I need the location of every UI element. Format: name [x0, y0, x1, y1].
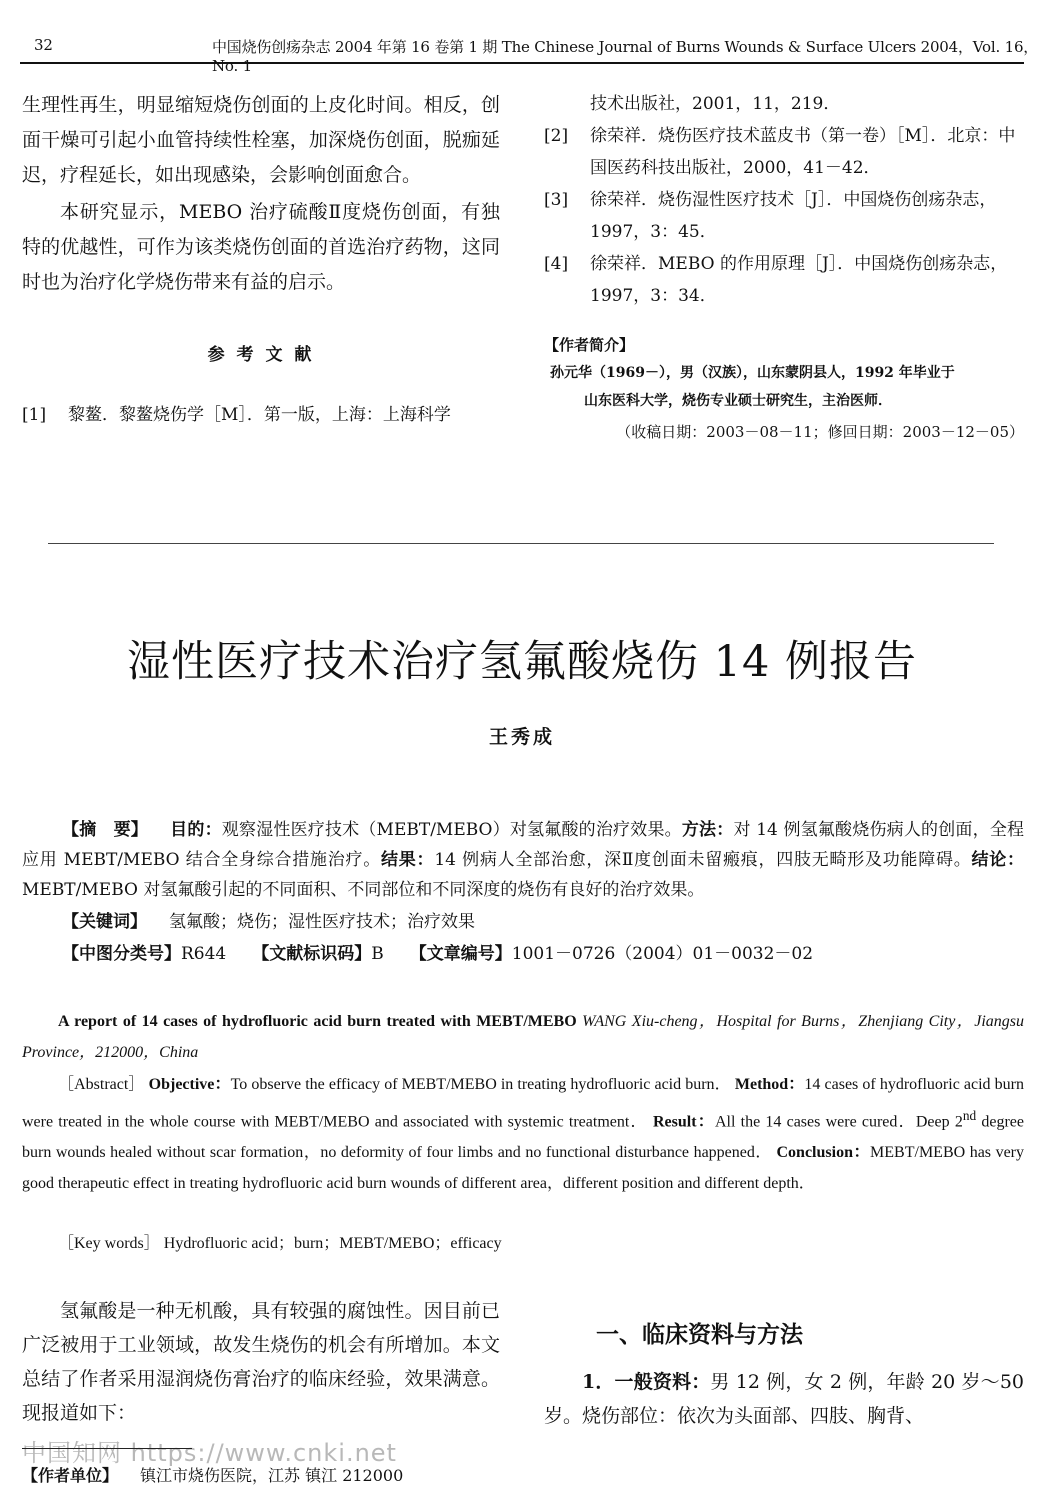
reference-number: [3]: [544, 190, 569, 210]
references-heading: 参 考 文 献: [207, 345, 315, 365]
reference-number: [4]: [544, 254, 569, 274]
conclusion-label: 结论：: [971, 850, 1025, 870]
abstract-cn: [22, 815, 1024, 905]
header-rule: [20, 62, 1024, 64]
author-bio-line-2: 山东医科大学，烧伤专业硕士研究生，主治医师．: [584, 393, 892, 409]
reference-1-continued: [544, 88, 1024, 120]
intro-column: [22, 1294, 500, 1430]
section-heading: 一、临床资料与方法: [596, 1321, 803, 1348]
general-data-label: 1．一般资料：: [582, 1371, 711, 1393]
journal-running-header: 中国烧伤创疡杂志 2004 年第 16 卷第 1 期 The Chinese Journal of Burns Wounds & Surface Ulcers 2004，Vol. 16，No. 1: [212, 38, 1039, 75]
reference-text: 技术出版社，2001，11，219．: [590, 94, 841, 114]
english-abstract: [22, 1069, 1024, 1199]
conclusion-text-en: MEBT/MEBO has very good therapeutic effect in treating hydrofluoric acid burn wounds of different area，different position and different depth．: [22, 1144, 1024, 1193]
section-1-column: [544, 1316, 1024, 1433]
prev-paragraph-1: 生理性再生，明显缩短烧伤创面的上皮化时间。相反，创面干燥可引起小血管持续性栓塞，加深烧伤创面，脱痂延迟，疗程延长，如出现感染，会影响创面愈合。: [22, 94, 500, 186]
article-id-label: 【文章编号】: [409, 944, 512, 964]
general-data-text: 男 12 例，女 2 例，年龄 20 岁～50 岁。烧伤部位：依次为头面部、四肢、胸背、: [544, 1371, 1024, 1427]
reference-text: 徐荣祥．MEBO 的作用原理［J］．中国烧伤创疡杂志，1997，3：34．: [590, 254, 1008, 306]
english-title-block: [22, 1006, 1024, 1068]
author-affiliation: [22, 1463, 403, 1486]
affiliation-text: 镇江市烧伤医院，江苏 镇江 212000: [140, 1466, 404, 1485]
reference-2: [544, 120, 1024, 184]
author-bio-heading: 【作者简介】: [544, 336, 635, 354]
intro-paragraph: 氢氟酸是一种无机酸，具有较强的腐蚀性。因目前已广泛被用于工业领域，故发生烧伤的机会有所增加。本文总结了作者采用湿润烧伤膏治疗的临床经验，效果满意。现报道如下：: [22, 1300, 500, 1424]
article-id-value: 1001－0726（2004）01－0032－02: [511, 944, 814, 964]
reference-text: 徐荣祥．烧伤医疗技术蓝皮书（第一卷）［M］．北京：中国医药科技出版社，2000，41－42．: [590, 126, 1016, 178]
keywords-text-en: Hydrofluoric acid；burn；MEBT/MEBO；efficacy: [163, 1235, 502, 1252]
affiliation-label: 【作者单位】: [22, 1466, 119, 1485]
prev-article-right-column: [544, 88, 1024, 447]
prev-paragraph-2: 本研究显示，MEBO 治疗硫酸Ⅱ度烧伤创面，有独特的优越性，可作为该类烧伤创面的首选治疗药物，这同时也为治疗化学烧伤带来有益的启示。: [22, 201, 500, 293]
page-number: 32: [34, 36, 53, 54]
classification-line: [22, 939, 1044, 969]
footnote-rule: [22, 1448, 192, 1449]
objective-label: 目的：: [169, 820, 222, 840]
objective-text: 观察湿性医疗技术（MEBT/MEBO）对氢氟酸的治疗效果。: [221, 820, 682, 840]
reference-1: [22, 399, 500, 431]
result-superscript: nd: [962, 1108, 977, 1123]
keywords-text: 氢氟酸；烧伤；湿性医疗技术；治疗效果: [169, 912, 475, 932]
conclusion-text: MEBT/MEBO 对氢氟酸引起的不同面积、不同部位和不同深度的烧伤有良好的治疗效果。: [22, 880, 705, 900]
keywords-label-en: ［Key words］: [58, 1235, 160, 1252]
author-bio-line-1: 孙元华（1969－），男（汉族），山东蒙阴县人，1992 年毕业于: [550, 365, 955, 381]
method-text-en: 14 cases of hydrofluoric acid burn were treated in the whole course with MEBT/MEBO and associated with systemic treatment．: [22, 1076, 1024, 1131]
article-author: 王秀成: [488, 726, 555, 748]
result-text-en-1: All the 14 cases were cured．Deep 2: [714, 1113, 963, 1131]
doc-code-value: B: [371, 944, 384, 964]
reference-number: [1]: [22, 405, 47, 425]
article-title: 湿性医疗技术治疗氢氟酸烧伤 14 例报告: [126, 637, 918, 687]
result-text-en-2: degree burn wounds healed without scar formation，no deformity of four limbs and no functional disturbance happened．: [22, 1113, 1025, 1162]
method-text: 对 14 例氢氟酸烧伤病人的创面，全程应用 MEBT/MEBO 结合全身综合措施治疗。: [22, 820, 1025, 870]
clc-label: 【中图分类号】: [62, 944, 181, 964]
reference-3: [544, 184, 1024, 248]
prev-article-left-column: [22, 88, 500, 431]
cnki-watermark: 中国知网 https://www.cnki.net: [22, 1439, 397, 1467]
objective-text-en: To observe the efficacy of MEBT/MEBO in treating hydrofluoric acid burn．: [230, 1076, 731, 1093]
reference-text: 徐荣祥．烧伤湿性医疗技术［J］．中国烧伤创疡杂志，1997，3：45．: [590, 190, 997, 242]
english-author-affiliation: WANG Xiu-cheng，Hospital for Burns，Zhenjiang City，Jiangsu Province，212000，China: [22, 1013, 1025, 1061]
keywords-label: 【关键词】: [62, 912, 147, 932]
keywords-cn: [22, 907, 1044, 937]
clc-value: R644: [181, 944, 227, 964]
objective-label-en: Objective：: [148, 1076, 231, 1093]
method-label: 方法：: [681, 820, 734, 840]
doc-code-label: 【文献标识码】: [252, 944, 372, 964]
article-separator: [48, 543, 994, 544]
result-label-en: Result：: [652, 1113, 715, 1131]
reference-text: 黎鳌．黎鳌烧伤学［M］．第一版，上海：上海科学: [68, 405, 451, 425]
english-keywords: [22, 1228, 1044, 1259]
section-paragraph: [544, 1365, 1024, 1433]
abstract-label-en: ［Abstract］: [58, 1076, 145, 1093]
received-dates: （收稿日期：2003－08－11；修回日期：2003－12－05）: [616, 423, 1024, 441]
conclusion-label-en: Conclusion：: [776, 1144, 871, 1162]
english-title: A report of 14 cases of hydrofluoric acid burn treated with MEBT/MEBO: [58, 1013, 577, 1030]
method-label-en: Method：: [734, 1076, 805, 1093]
reference-4: [544, 248, 1024, 312]
result-label: 结果：: [381, 850, 435, 870]
abstract-label: 【摘 要】: [62, 820, 148, 840]
reference-number: [2]: [544, 126, 569, 146]
result-text: 14 例病人全部治愈，深Ⅱ度创面未留瘢痕，四肢无畸形及功能障碍。: [434, 850, 972, 870]
